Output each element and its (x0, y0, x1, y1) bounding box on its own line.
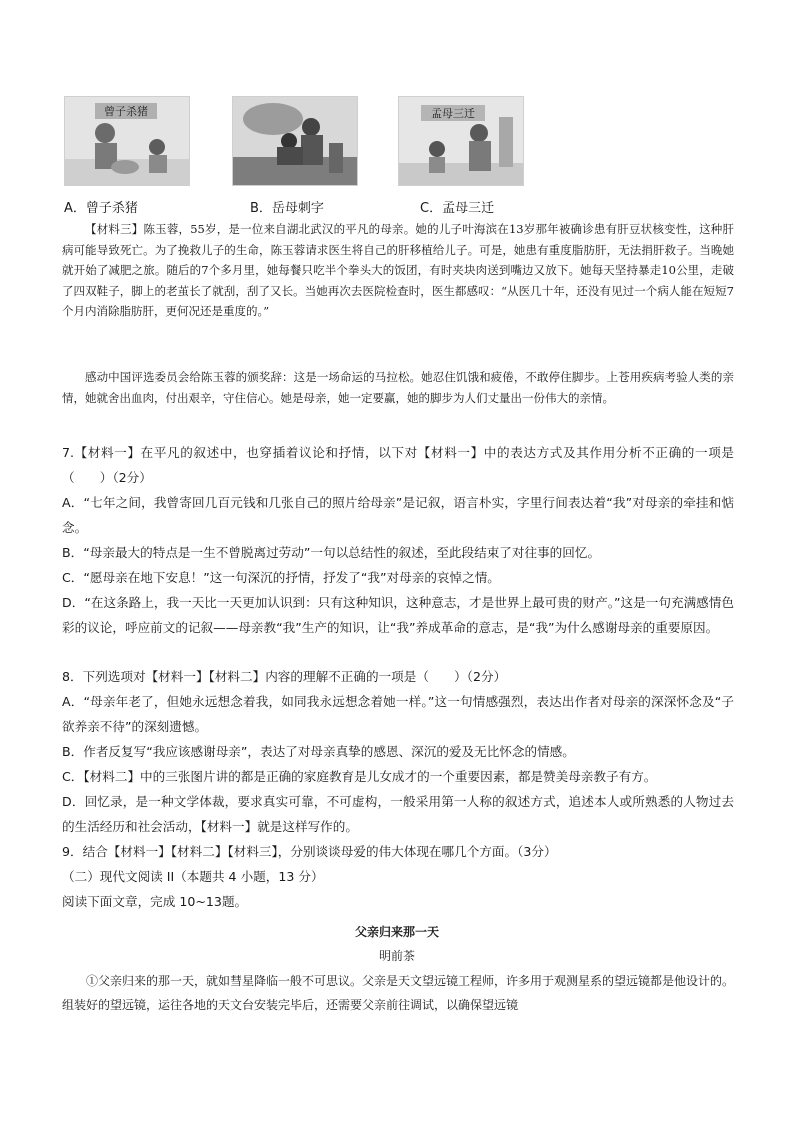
article-paragraph-1: ①父亲归来的那一天，就如彗星降临一般不可思议。父亲是天文望远镜工程师，许多用于观测星系的望远镜都是他设计的。组装好的望远镜，运往各地的天文台安装完毕后，还需要父亲前往调试，以确保望远镜 (62, 974, 735, 1012)
material3-paragraph: 【材料三】陈玉蓉，55岁，是一位来自湖北武汉的平凡的母亲。她的儿子叶海滨在13岁那年被确诊患有肝豆状核变性，这种肝病可能导致死亡。为了挽救儿子的生命，陈玉蓉请求医生将自己的肝移植给儿子。可是，她患有重度脂肪肝，无法捐肝救子。当晚她就开始了减肥之旅。随后的7个多月里，她每餐只吃半个拳头大的饭团，有时夹块肉送到嘴边又放下。她每天坚持暴走10公里，走破了四双鞋子，脚上的老茧长了就刮，刮了又长。当她再次去医院检查时，医生都感叹：“从医几十年，还没有见过一个病人能在短短7个月内消除脂肪肝，更何况还是重度的。” (62, 222, 734, 318)
yue-mother-tattoo-illustration-icon (232, 96, 358, 186)
zengzi-pig-illustration-icon (64, 96, 190, 186)
question-9: 9．结合【材料一】【材料二】【材料三】，分别谈谈母爱的伟大体现在哪几个方面。（3分） (62, 844, 557, 859)
question-8-option-a: A．“母亲年老了，但她永远想念着我，如同我永远想念着她一样。”这一句情感强烈，表达出作者对母亲的深深怀念及“子欲养亲不待”的深刻遗憾。 (62, 694, 734, 734)
question-7-option-d: D．“在这条路上，我一天比一天更加认识到：只有这种知识，这种意志，才是世界上最可贵的财产。”这是一句充满感情色彩的议论，呼应前文的记叙——母亲教“我”生产的知识，让“我”养成革命的意志，是“我”为什么感谢母亲的重要原因。 (62, 595, 734, 635)
question-8-option-d: D．回忆录，是一种文学体裁，要求真实可靠，不可虚构，一般采用第一人称的叙述方式，追述本人或所熟悉的人物过去的生活经历和社会活动，【材料一】就是这样写作的。 (62, 794, 734, 834)
question-7-option-b: B．“母亲最大的特点是一生不曾脱离过劳动”一句以总结性的叙述，至此段结束了对往事的回忆。 (62, 545, 601, 560)
image-caption-c: C．孟母三迁 (420, 201, 495, 216)
reading-instruction: 阅读下面文章，完成 10~13题。 (62, 894, 248, 909)
article-title: 父亲归来那一天 (354, 925, 439, 939)
question-8-option-c: C．【材料二】中的三张图片讲的都是正确的家庭教育是儿女成才的一个重要因素，都是赞美母亲教子有方。 (62, 769, 657, 784)
question-7-option-c: C．“愿母亲在地下安息！”这一句深沉的抒情，抒发了“我”对母亲的哀悼之情。 (62, 570, 500, 585)
image-caption-a: A．曾子杀猪 (64, 201, 138, 216)
image-caption-b: B．岳母刺字 (250, 201, 324, 216)
award-citation-paragraph: 感动中国评选委员会给陈玉蓉的颁奖辞：这是一场命运的马拉松。她忍住饥饿和疲倦，不敢停住脚步。上苍用疾病考验人类的亲情，她就舍出血肉，付出艰辛，守住信心。她是母亲，她一定要赢，她的脚步为人们丈量出一份伟大的亲情。 (62, 370, 734, 405)
question-7-option-a: A．“七年之间，我曾寄回几百元钱和几张自己的照片给母亲”是记叙，语言朴实，字里行间表达着“我”对母亲的牵挂和惦念。 (62, 495, 734, 535)
question-8 (62, 664, 734, 914)
article-author: 明前茶 (378, 949, 415, 963)
question-8-option-b: B．作者反复写“我应该感谢母亲”，表达了对母亲真挚的感恩、深沉的爱及无比怀念的情感。 (62, 744, 575, 759)
question-8-stem: 8．下列选项对【材料一】【材料二】内容的理解不正确的一项是（ ）（2分） (62, 669, 507, 684)
section-heading: （二）现代文阅读 II（本题共 4 小题，13 分） (62, 869, 324, 884)
question-7-stem: 7.【材料一】在平凡的叙述中，也穿插着议论和抒情，以下对【材料一】中的表达方式及其作用分析不正确的一项是（ ）（2分） (62, 445, 734, 485)
mencius-mother-moves-illustration-icon (398, 96, 524, 186)
image-overlay-text: 孟母三迁 (431, 107, 475, 120)
question-7 (62, 440, 734, 640)
image-overlay-text: 曾子杀猪 (104, 105, 148, 118)
